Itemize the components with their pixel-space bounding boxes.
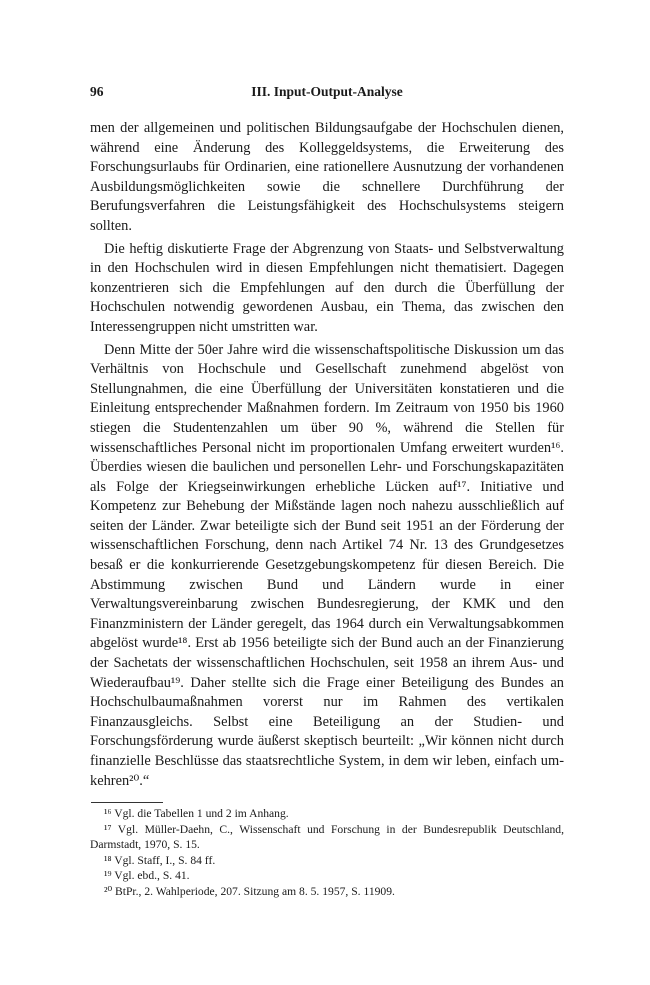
body-text [90, 119, 564, 791]
footnote: ¹⁶ Vgl. die Tabellen 1 und 2 im Anhang. [104, 807, 289, 820]
footnote: ²⁰ BtPr., 2. Wahlperiode, 207. Sitzung am 8. 5. 1957, S. 11909. [104, 884, 395, 898]
paragraph: Die heftig diskutierte Frage der Abgrenzung von Staats- und Selbstverwaltung in den Hochschulen wird in diesen Empfehlungen nicht thematisiert. Dagegen konzentrieren sich die Empfehlungen auf den durch die Überfüllung der Hochschulen notwendig gewordenen Ausbau, ein Thema, das zwischen den Interessengruppen nicht umstritten war. [90, 240, 564, 335]
page-number: 96 [90, 84, 104, 99]
footnote: ¹⁸ Vgl. Staff, I., S. 84 ff. [104, 853, 216, 867]
footnote-divider [91, 802, 163, 803]
footnotes [90, 806, 564, 900]
paragraph: men der allgemeinen und politischen Bildungsaufgabe der Hochschulen dienen, während eine Änderung des Kolleggeldsystems, die Erweiterung des Forschungsurlaubs für Ordinarien, eine rationellere Ausnutzung der vorhandenen Ausbildungsmöglichkeiten sowie die schnellere Durchführung der Berufungsverfahren die Leistungsfähigkeit des Hochschulsystems steigern sollten. [90, 120, 564, 234]
paragraph: Denn Mitte der 50er Jahre wird die wissenschaftspolitische Diskussion um das Verhältnis von Hochschule und Gesellschaft zunehmend abgelöst von Stellungnahmen, die eine Überfüllung der Universitäten konstatieren und die Einleitung entsprechender Maßnahmen fordern. Im Zeitraum von 1950 bis 1960 stiegen die Studentenzahlen um über 90 %, während die Stellen für wissenschaftliches Personal nicht im proportionalen Umfang erweitert wurden¹⁶. Überdies wiesen die baulichen und personellen Lehr- und Forschungskapazitäten als Folge der Kriegseinwirkungen erhebliche Lücken auf¹⁷. Initiative und Kompetenz zur Behebung der Mißstände lagen noch nahezu ausschließlich auf seiten der Länder. Zwar beteiligte sich der Bund seit 1951 an der Förderung der wissenschaftlichen Forschung, denn nach Artikel 74 Nr. 13 des Grundgesetzes besaß er die konkurrierende Gesetzgebungskompetenz für diesen Bereich. Die Abstimmung zwischen Bund und Ländern wurde in einer Verwaltungsvereinbarung zwischen Bundesregierung, der KMK und den Finanzministern der Länder geregelt, das 1964 durch ein Verwaltungsabkommen abgelöst wurde¹⁸. Erst ab 1956 beteiligte sich der Bund auch an der Finanzierung der Sachetats der wissenschaftlichen Hochschulen, seit 1958 an ihrem Aus- und Wiederaufbau¹⁹. Daher stellte sich die Frage einer Beteiligung des Bundes an Hochschulbaumaßnahmen vorerst nur im Rahmen des vertikalen Finanzausgleichs. Selbst eine Beteiligung an der Studien- und Forschungsförderung wurde äußerst skeptisch beurteilt: „Wir können nicht durch finanzielle Beschlüsse das staatsrechtliche System, in dem wir leben, einfach umkehren²⁰.“ [90, 341, 564, 789]
running-title: III. Input-Output-Analyse [251, 84, 403, 99]
footnote: ¹⁷ Vgl. Müller-Daehn, C., Wissenschaft und Forschung in der Bundesrepublik Deutschland, Darmstadt, 1970, S. 15. [90, 822, 564, 852]
footnote: ¹⁹ Vgl. ebd., S. 41. [104, 869, 190, 883]
